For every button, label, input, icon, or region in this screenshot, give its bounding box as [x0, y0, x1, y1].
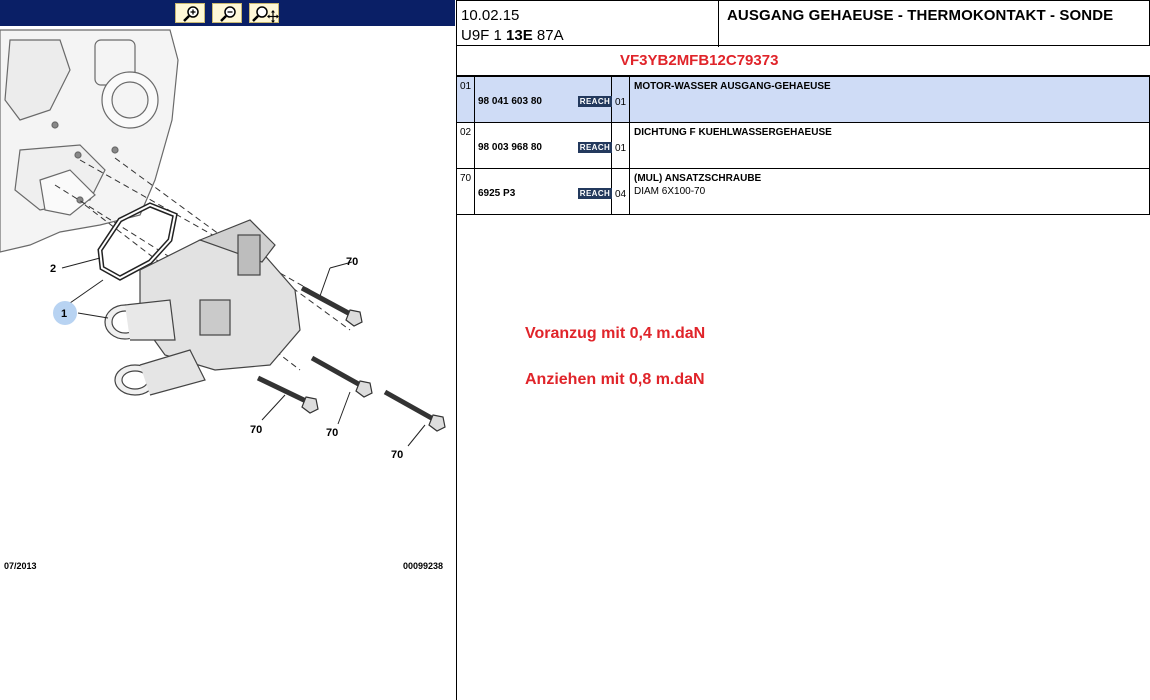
zoom-pan-button[interactable] — [249, 3, 279, 23]
zoom-in-icon — [176, 4, 206, 24]
callout-1: 1 — [61, 308, 68, 320]
reach-badge[interactable]: REACH — [579, 143, 611, 152]
exploded-parts-diagram — [0, 26, 456, 566]
part-quantity: 01 — [615, 143, 627, 154]
pre-torque-note: Voranzug mit 0,4 m.daN — [525, 325, 706, 342]
header-code: U9F 1 13E 87A — [461, 27, 564, 44]
callout-70-c: 70 — [326, 427, 339, 439]
part-quantity: 04 — [615, 189, 627, 200]
bolt-top-right — [302, 288, 362, 326]
bolt-lower-left — [258, 378, 318, 413]
part-reference[interactable]: 6925 P3 — [478, 188, 516, 199]
zoom-out-icon — [213, 4, 243, 24]
diagram-date: 07/2013 — [4, 561, 37, 571]
part-position: 01 — [460, 81, 472, 92]
engine-block-drawing — [0, 30, 178, 252]
part-quantity: 01 — [615, 97, 627, 108]
part-reference[interactable]: 98 003 968 80 — [478, 142, 542, 153]
parts-row[interactable] — [457, 169, 1150, 215]
reach-badge[interactable]: REACH — [579, 189, 611, 198]
bolt-lower-right — [385, 392, 445, 431]
final-torque-note: Anziehen mit 0,8 m.daN — [525, 371, 705, 388]
part-position: 70 — [460, 173, 472, 184]
catalog-header — [457, 0, 1150, 46]
callout-70-d: 70 — [391, 449, 404, 461]
callout-70-b: 70 — [250, 424, 263, 436]
header-divider — [718, 1, 719, 47]
part-position: 02 — [460, 127, 472, 138]
callout-2: 2 — [50, 263, 57, 275]
header-date: 10.02.15 — [461, 7, 520, 24]
part-description-detail: DIAM 6X100-70 — [634, 186, 706, 197]
diagram-code: 00099238 — [403, 561, 444, 571]
header-title: AUSGANG GEHAEUSE - THERMOKONTAKT - SONDE — [727, 7, 1114, 24]
zoom-out-button[interactable] — [212, 3, 242, 23]
reach-badge[interactable]: REACH — [579, 97, 611, 106]
callout-70-a: 70 — [346, 256, 359, 268]
zoom-in-button[interactable] — [175, 3, 205, 23]
part-description: MOTOR-WASSER AUSGANG-GEHAEUSE — [634, 81, 831, 92]
part-description: (MUL) ANSATZSCHRAUBE — [634, 173, 762, 184]
diagram-toolbar — [0, 0, 455, 26]
housing-drawing — [105, 220, 300, 395]
part-reference[interactable]: 98 041 603 80 — [478, 96, 542, 107]
vin-number: VF3YB2MFB12C79373 — [620, 52, 779, 69]
parts-row[interactable] — [457, 76, 1150, 123]
parts-row[interactable] — [457, 123, 1150, 169]
bolt-lower-mid — [312, 358, 372, 397]
zoom-pan-icon — [250, 4, 280, 24]
part-description: DICHTUNG F KUEHLWASSERGEHAEUSE — [634, 127, 832, 138]
diagram-panel — [0, 0, 456, 700]
